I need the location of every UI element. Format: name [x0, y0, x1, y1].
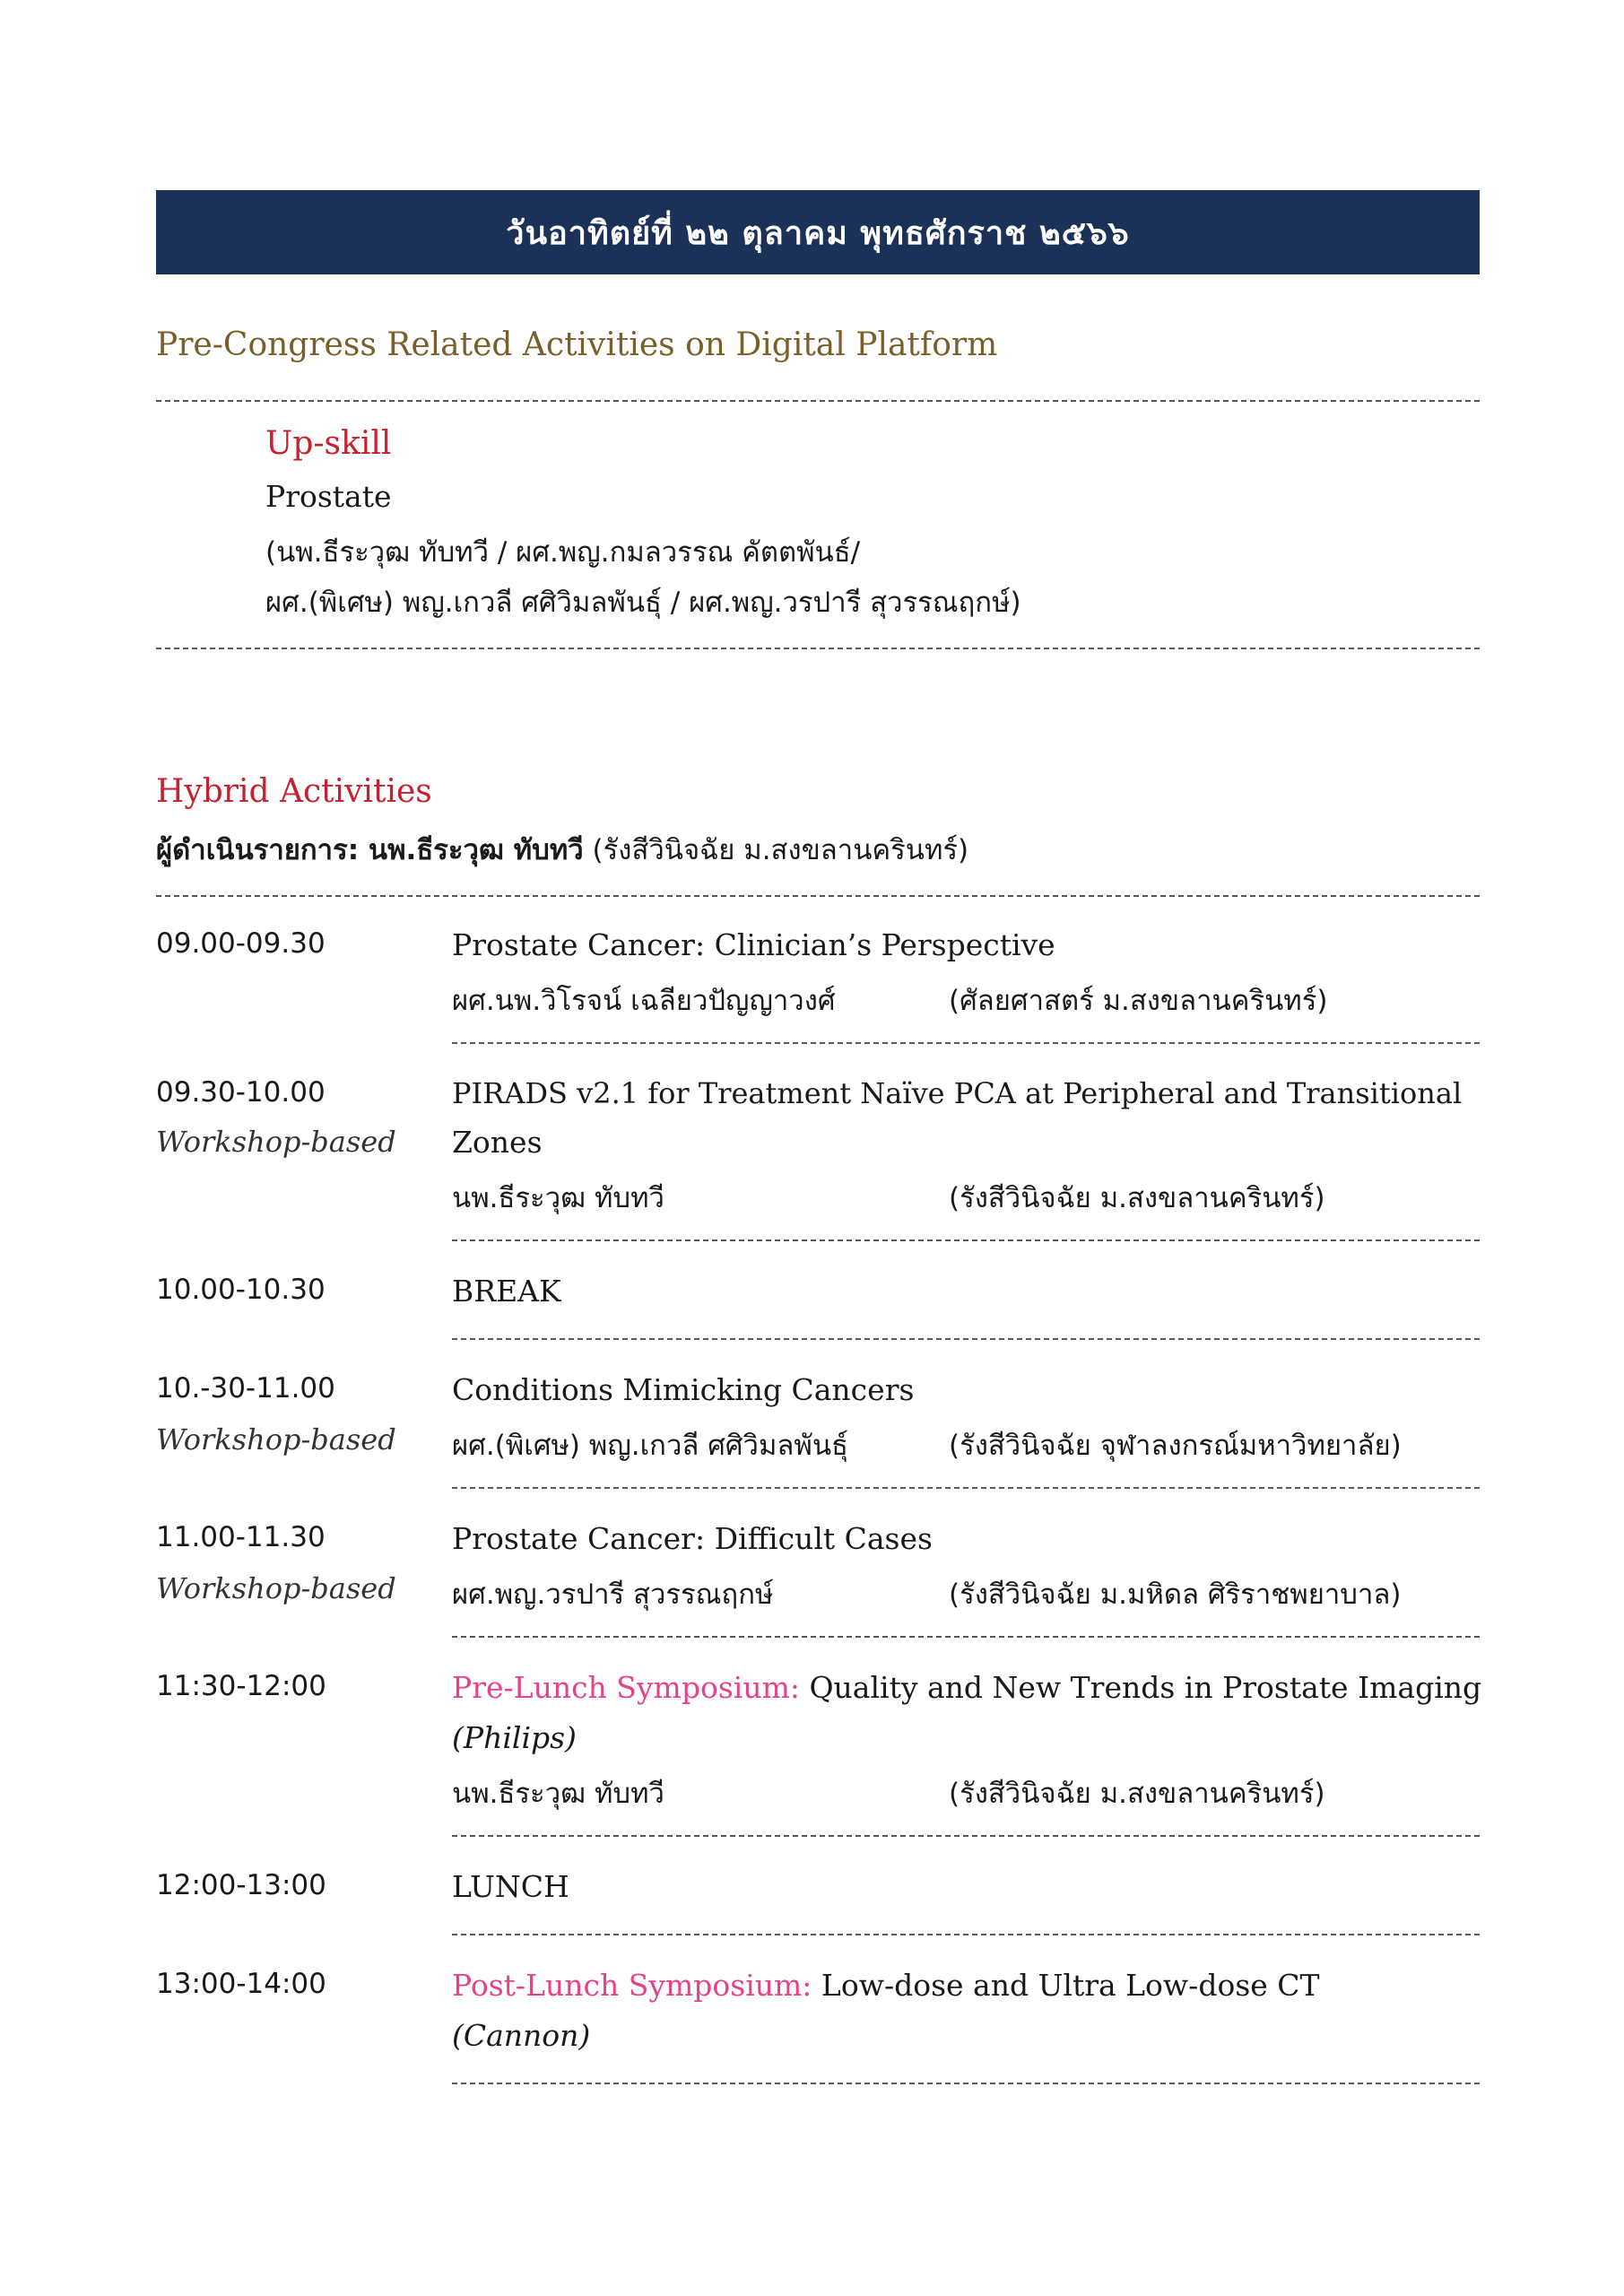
divider [156, 895, 1480, 897]
session-time: 11.00-11.30 [156, 1521, 326, 1553]
upskill-speakers-1: (นพ.ธีระวุฒ ทับทวี / ผศ.พญ.กมลวรรณ คัตตพันธ์/ [265, 536, 861, 569]
divider [452, 1338, 1480, 1340]
upskill-heading: Up-skill [265, 425, 392, 462]
session-speaker: นพ.ธีระวุฒ ทับทวี [452, 1182, 664, 1214]
session-affiliation: (ศัลยศาสตร์ ม.สงขลานครินทร์) [949, 985, 1328, 1017]
session-affiliation: (รังสีวินิจฉัย จุฬาลงกรณ์มหาวิทยาลัย) [949, 1430, 1402, 1462]
divider [452, 1042, 1480, 1044]
symposium-label: Pre-Lunch Symposium: [452, 1670, 800, 1705]
session-format: Workshop-based [156, 1125, 396, 1159]
session-title: Conditions Mimicking Cancers [452, 1372, 915, 1407]
divider [452, 1934, 1480, 1935]
divider [156, 648, 1480, 649]
session-title: Prostate Cancer: Difficult Cases [452, 1521, 933, 1556]
session-time: 11:30-12:00 [156, 1670, 326, 1702]
session-title-text: Low-dose and Ultra Low-dose CT [812, 1968, 1320, 2003]
moderator-label: ผู้ดำเนินรายการ: นพ.ธีระวุฒ ทับทวี [156, 834, 584, 866]
session-title: PIRADS v2.1 for Treatment Naïve PCA at Peripheral and Transitional [452, 1076, 1463, 1110]
date-banner [156, 190, 1480, 274]
session-sponsor: (Philips) [452, 1720, 577, 1755]
session-title-cont: Zones [452, 1125, 543, 1160]
session-time: 10.-30-11.00 [156, 1372, 335, 1405]
session-time: 12:00-13:00 [156, 1869, 326, 1901]
divider [452, 2083, 1480, 2084]
moderator-line [156, 827, 968, 872]
session-speaker: ผศ.พญ.วรปารี สุวรรณฤกษ์ [452, 1578, 774, 1611]
session-title [452, 1968, 1320, 2003]
session-time: 10.00-10.30 [156, 1274, 326, 1306]
hybrid-title: Hybrid Activities [156, 773, 432, 810]
divider [452, 1835, 1480, 1837]
session-speaker: ผศ.(พิเศษ) พญ.เกวลี ศศิวิมลพันธุ์ [452, 1430, 848, 1462]
divider [452, 1636, 1480, 1638]
session-time: 09.00-09.30 [156, 927, 326, 960]
session-sponsor: (Cannon) [452, 2018, 591, 2053]
divider [452, 1487, 1480, 1489]
upskill-topic: Prostate [265, 479, 392, 514]
divider [452, 1239, 1480, 1241]
moderator-affiliation: (รังสีวินิจฉัย ม.สงขลานครินทร์) [583, 834, 969, 866]
session-title-text: Quality and New Trends in Prostate Imaging [800, 1670, 1482, 1705]
session-time: 09.30-10.00 [156, 1076, 326, 1109]
upskill-speakers-2: ผศ.(พิเศษ) พญ.เกวลี ศศิวิมลพันธุ์ / ผศ.พญ.วรปารี สุวรรณฤกษ์) [265, 587, 1021, 619]
session-speaker: นพ.ธีระวุฒ ทับทวี [452, 1778, 664, 1810]
session-format: Workshop-based [156, 1571, 396, 1605]
date-text: วันอาทิตย์ที่ ๒๒ ตุลาคม พุทธศักราช ๒๕๖๖ [506, 214, 1130, 252]
session-title: BREAK [452, 1274, 561, 1309]
session-affiliation: (รังสีวินิจฉัย ม.สงขลานครินทร์) [949, 1778, 1325, 1810]
divider [156, 400, 1480, 402]
session-affiliation: (รังสีวินิจฉัย ม.มหิดล ศิริราชพยาบาล) [949, 1578, 1402, 1611]
session-format: Workshop-based [156, 1422, 396, 1457]
symposium-label: Post-Lunch Symposium: [452, 1968, 812, 2003]
session-time: 13:00-14:00 [156, 1968, 326, 2000]
session-title [452, 1670, 1481, 1705]
precongress-title: Pre-Congress Related Activities on Digital Platform [156, 326, 998, 363]
session-title: LUNCH [452, 1869, 569, 1904]
session-speaker: ผศ.นพ.วิโรจน์ เฉลียวปัญญาวงศ์ [452, 985, 836, 1017]
session-affiliation: (รังสีวินิจฉัย ม.สงขลานครินทร์) [949, 1182, 1325, 1214]
session-title: Prostate Cancer: Clinician’s Perspective [452, 927, 1055, 962]
